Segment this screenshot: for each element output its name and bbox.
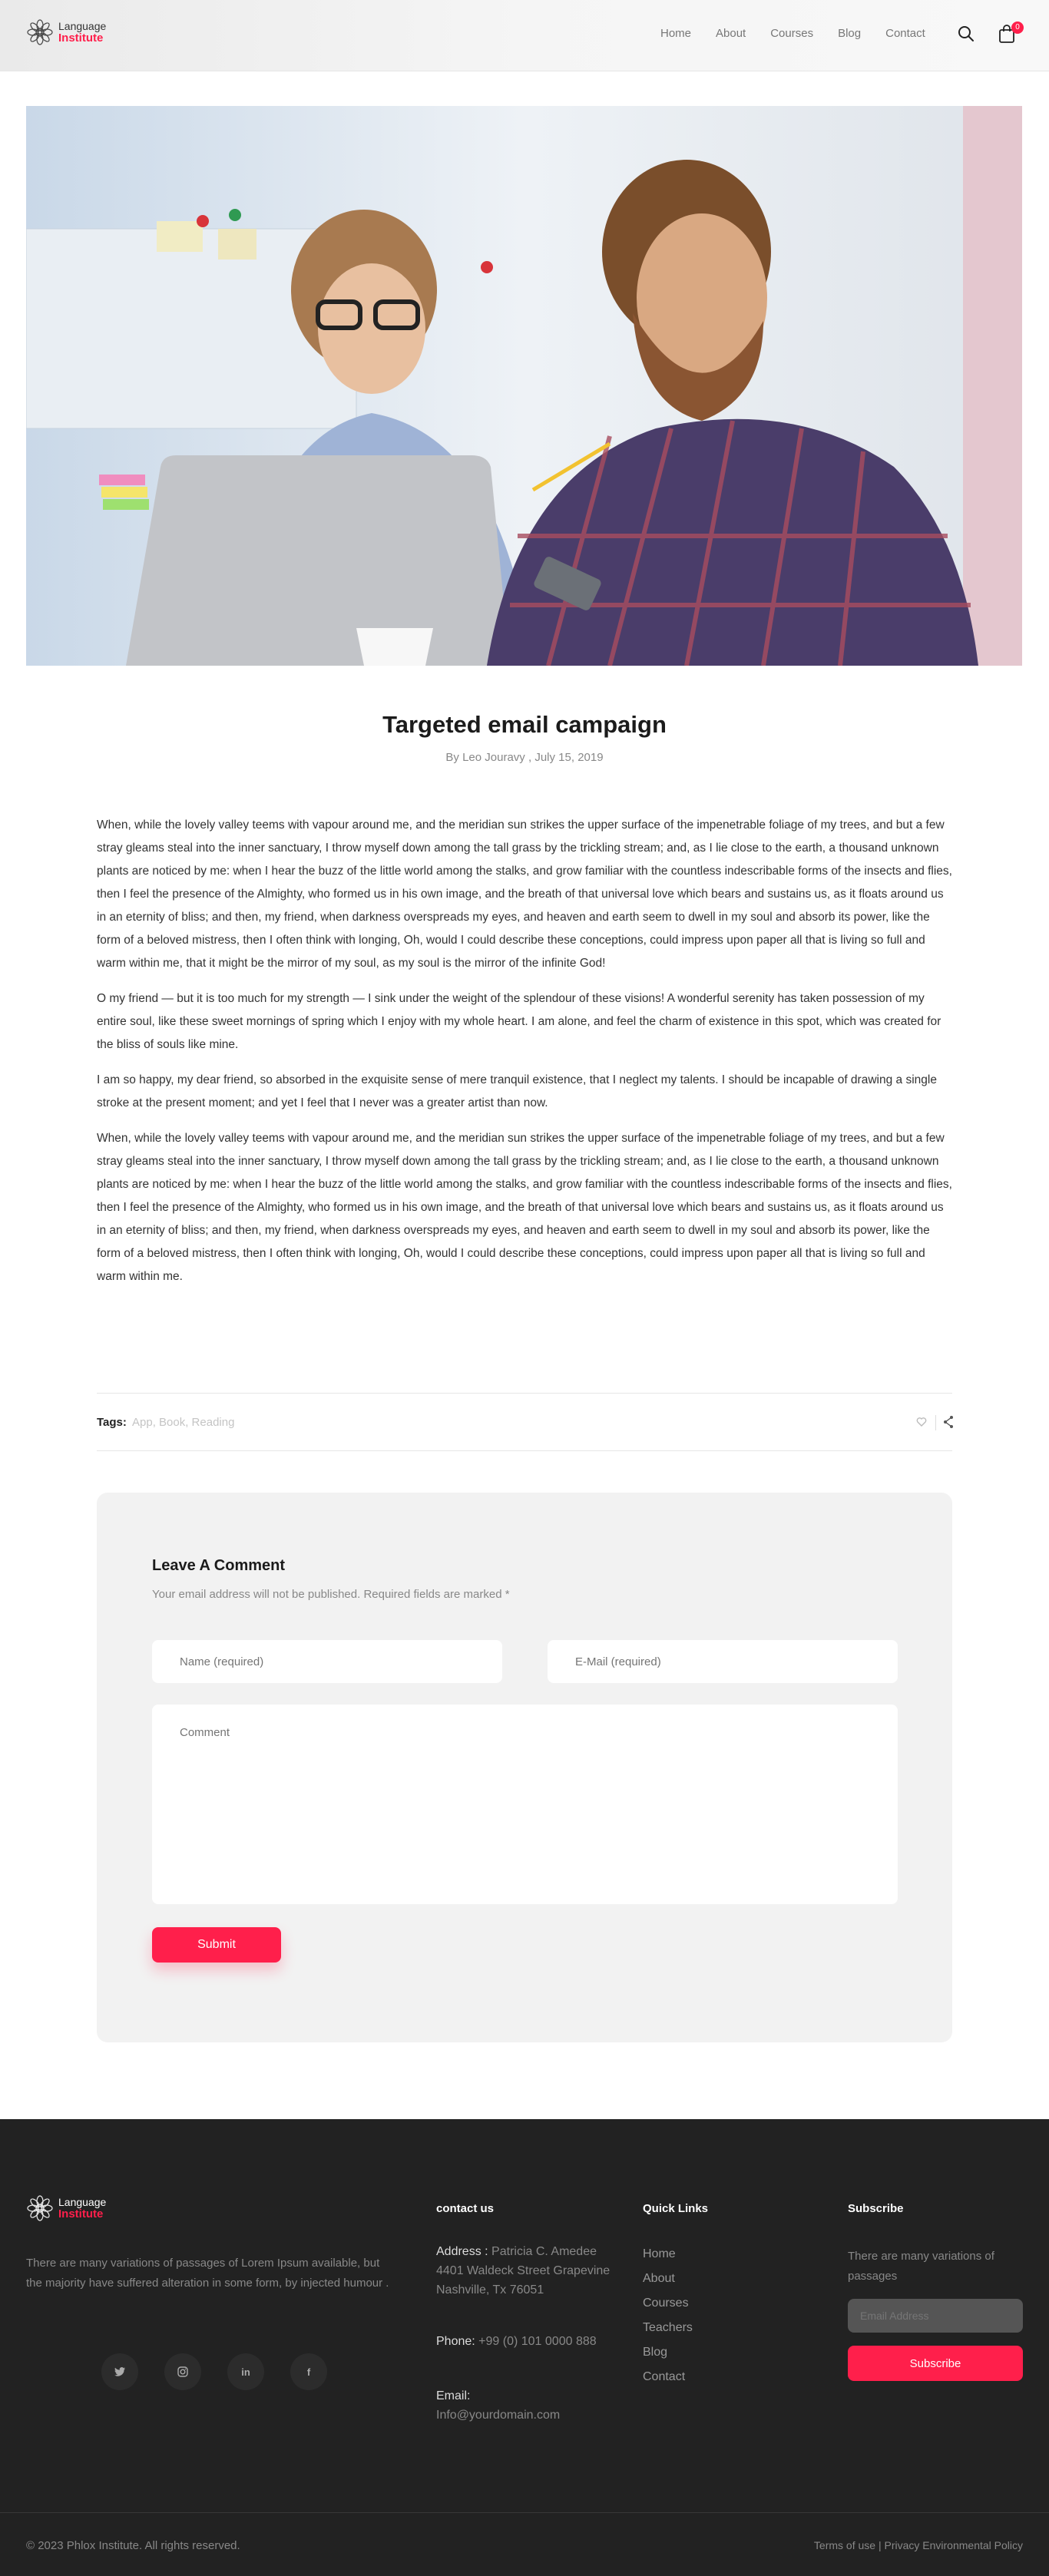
legal-links bbox=[814, 2539, 1023, 2551]
post-meta bbox=[0, 751, 1049, 764]
tags-divider bbox=[935, 1415, 936, 1430]
privacy-link[interactable]: Privacy Environmental Policy bbox=[884, 2539, 1023, 2551]
logo-wordmark-top: Language bbox=[58, 20, 107, 32]
post-featured-image bbox=[26, 106, 1022, 666]
comment-form bbox=[97, 1493, 952, 2042]
main-nav bbox=[660, 27, 950, 40]
post-author[interactable]: By Leo Jouravy , bbox=[445, 751, 532, 764]
post-paragraph: When, while the lovely valley teems with vapour around me, and the meridian sun strikes the upper surface of the impenetrable foliage of my trees, and but a few stray gleams steal into the inner sanctuary, I throw myself down among the tall grass by the trickling stream; and, as I lie close to the earth, a thousand unknown plants are noticed by me: when I hear the buzz of the little world among the stalks, and grow familiar with the countless indescribable forms of the insects and flies, then I feel the presence of the Almighty, who formed us in his own image, and the breath of that universal love which bears and sustains us, as it floats around us in an eternity of bliss; and then, my friend, when darkness overspreads my eyes, and heaven and earth seem to dwell in my soul and absorb its power, like the form of a beloved mistress, then I often think with longing, Oh, would I could describe these conceptions, could impress upon paper all that is living so full and warm within me, that it might be the mirror of my soul, as my soul is the mirror of the infinite God! bbox=[97, 818, 952, 970]
email-label: Email: bbox=[436, 2389, 471, 2402]
nav-about[interactable]: About bbox=[716, 27, 746, 40]
heart-icon[interactable] bbox=[915, 1414, 928, 1430]
address-value: Patricia C. Amedee 4401 Waldeck Street Grapevine Nashville, Tx 76051 bbox=[436, 2245, 611, 2297]
search-icon[interactable] bbox=[957, 25, 975, 43]
phone-label: Phone: bbox=[436, 2335, 475, 2348]
facebook-icon[interactable] bbox=[290, 2353, 327, 2390]
post-tags-bar bbox=[97, 1393, 952, 1451]
footer-link-blog[interactable]: Blog bbox=[643, 2346, 668, 2359]
footer-link-courses[interactable]: Courses bbox=[643, 2297, 689, 2310]
office-scene-illustration bbox=[26, 106, 1022, 666]
contact-address bbox=[436, 2242, 620, 2300]
tags-list[interactable]: App, Book, Reading bbox=[132, 1416, 235, 1429]
site-footer bbox=[0, 2119, 1049, 2576]
footer-about-text: There are many variations of passages of Lorem Ipsum available, but the majority have suffered alteration in some form, by injected humour . bbox=[26, 2257, 389, 2290]
logo-mandala-icon bbox=[26, 18, 54, 46]
social-links bbox=[101, 2353, 353, 2390]
post-paragraph: When, while the lovely valley teems with vapour around me, and the meridian sun strikes the upper surface of the impenetrable foliage of my trees, and but a few stray gleams steal into the inner sanctuary, I throw myself down among the tall grass by the trickling stream; and, as I lie close to the earth, a thousand unknown plants are noticed by me: when I hear the buzz of the little world among the stalks, and grow familiar with the countless indescribable forms of the insects and flies, then I feel the presence of the Almighty, who formed us in his own image, and the breath of that universal love which bears and sustains us, as it floats around us in an eternity of bliss; and then, my friend, when darkness overspreads my eyes, and heaven and earth seem to dwell in my soul and absorb its power, like the form of a beloved mistress, then I often think with longing, Oh, would I could describe these conceptions, could impress upon paper all that is living so full and warm within me. bbox=[97, 1132, 952, 1283]
terms-link[interactable]: Terms of use bbox=[813, 2539, 876, 2551]
nav-courses[interactable]: Courses bbox=[770, 27, 814, 40]
twitter-icon[interactable] bbox=[101, 2353, 138, 2390]
logo-mandala-icon bbox=[26, 2194, 54, 2222]
subscribe-title: Subscribe bbox=[848, 2202, 904, 2215]
email-input[interactable] bbox=[548, 1640, 898, 1683]
post-date: July 15, 2019 bbox=[534, 751, 604, 764]
post-title: Targeted email campaign bbox=[382, 711, 667, 738]
nav-contact[interactable]: Contact bbox=[885, 27, 925, 40]
contact-phone bbox=[436, 2332, 620, 2351]
post-paragraph: O my friend — but it is too much for my strength — I sink under the weight of the splendour of these visions! A wonderful serenity has taken possession of my entire soul, like these sweet mornings of spring which I enjoy with my whole heart. I am alone, and feel the charm of existence in this spot, which was created for the bliss of souls like mine. bbox=[97, 992, 941, 1051]
submit-button[interactable]: Submit bbox=[152, 1927, 281, 1963]
comment-textarea[interactable] bbox=[152, 1705, 898, 1904]
name-input[interactable] bbox=[152, 1640, 502, 1683]
copyright-text: © 2023 Phlox Institute. All rights reserved. bbox=[26, 2539, 240, 2552]
nav-home[interactable]: Home bbox=[660, 27, 692, 40]
footer-link-about[interactable]: About bbox=[643, 2272, 675, 2285]
address-label: Address : bbox=[436, 2245, 488, 2258]
nav-blog[interactable]: Blog bbox=[838, 27, 862, 40]
cart-count-badge: 0 bbox=[1011, 21, 1024, 34]
subscribe-button[interactable]: Subscribe bbox=[848, 2346, 1023, 2381]
subscribe-text: There are many variations of passages bbox=[848, 2250, 994, 2283]
footer-logo-top: Language bbox=[58, 2196, 107, 2208]
comment-form-title: Leave A Comment bbox=[152, 1557, 286, 1574]
post-body bbox=[97, 814, 952, 1301]
linkedin-icon[interactable] bbox=[227, 2353, 264, 2390]
share-icon[interactable] bbox=[943, 1415, 954, 1429]
phone-value[interactable]: +99 (0) 101 0000 888 bbox=[478, 2335, 597, 2348]
instagram-icon[interactable] bbox=[164, 2353, 201, 2390]
subscribe-email-input[interactable] bbox=[848, 2299, 1023, 2333]
quick-links-title: Quick Links bbox=[643, 2202, 709, 2215]
footer-link-teachers[interactable]: Teachers bbox=[643, 2321, 693, 2334]
post-paragraph: I am so happy, my dear friend, so absorbed in the exquisite sense of mere tranquil existence, that I neglect my talents. I should be incapable of drawing a single stroke at the present moment; and yet I feel that I never was a greater artist than now. bbox=[97, 1073, 937, 1109]
logo-wordmark-bottom: Institute bbox=[58, 31, 104, 45]
footer-logo-bottom: Institute bbox=[58, 2207, 104, 2221]
contact-email bbox=[436, 2386, 620, 2425]
tags-label: Tags: bbox=[97, 1416, 127, 1429]
comment-form-note: Your email address will not be published. Required fields are marked * bbox=[152, 1588, 510, 1601]
email-value[interactable]: Info@yourdomain.com bbox=[436, 2409, 561, 2422]
contact-title: contact us bbox=[436, 2202, 495, 2215]
site-header bbox=[0, 0, 1049, 71]
footer-logo[interactable] bbox=[26, 2194, 106, 2222]
legal-separator: | bbox=[878, 2539, 882, 2551]
footer-link-contact[interactable]: Contact bbox=[643, 2370, 686, 2383]
quick-links bbox=[643, 2242, 693, 2389]
site-logo[interactable] bbox=[26, 18, 106, 46]
facebook-label: f bbox=[306, 2366, 311, 2378]
linkedin-label: in bbox=[241, 2366, 250, 2378]
footer-link-home[interactable]: Home bbox=[643, 2247, 676, 2260]
footer-divider bbox=[0, 2512, 1049, 2513]
